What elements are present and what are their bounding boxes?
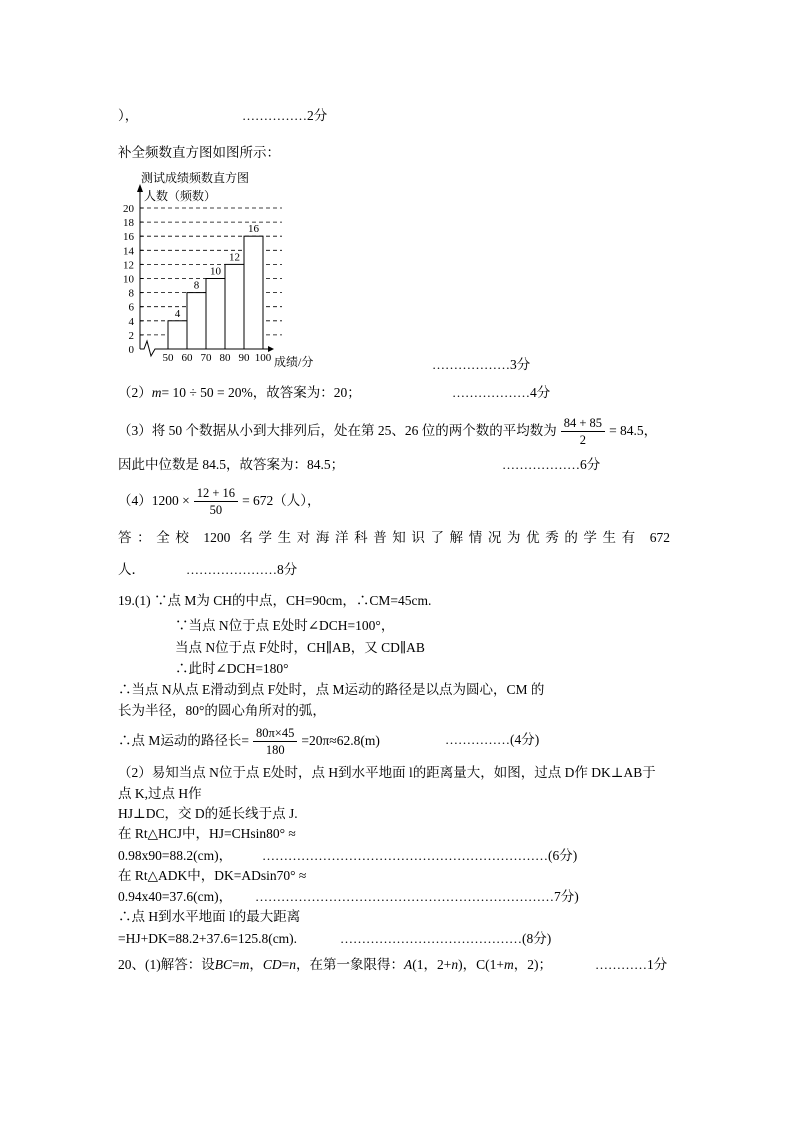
score-label: 8分	[277, 562, 298, 577]
bar-value-label: 8	[193, 279, 200, 292]
dot-leader: ……………………………………………………………	[255, 889, 554, 904]
q19-line-5	[118, 681, 544, 699]
q19-arc-length-line	[118, 725, 380, 757]
continuation-text: ），	[118, 108, 139, 123]
variable-m: m	[504, 957, 514, 972]
histogram-intro-text: 补全频数直方图如图所示：	[118, 145, 280, 160]
bar-80-90	[225, 264, 244, 349]
score-label: 2分	[307, 108, 328, 123]
x-tick-label: 70	[200, 352, 212, 364]
q19-line-3	[175, 639, 425, 657]
q19-text: ∴此时∠DCH=180°	[175, 661, 289, 676]
q18-median-line	[118, 456, 344, 474]
x-tick-label: 90	[238, 352, 250, 364]
q20-line-1	[118, 956, 552, 974]
ratio-fraction	[194, 486, 238, 517]
score-label: (4分)	[510, 732, 540, 747]
q19-text: HJ⊥DC，交 D的延长线于点 J.	[118, 806, 298, 821]
dot-leader: …………………	[186, 562, 277, 577]
score-marker-q19-8	[340, 930, 551, 948]
score-marker-2	[242, 107, 327, 125]
variable-n: n	[451, 957, 459, 972]
q20-text: ，在第一象限得：	[296, 957, 405, 972]
arc-length-fraction	[253, 726, 297, 757]
bar-70-80	[206, 279, 225, 350]
frequency-histogram	[115, 168, 330, 373]
score-marker-q19-4	[445, 731, 539, 749]
q19-text: 0.98x90=88.2(cm)，	[118, 848, 233, 863]
q19-line-15	[118, 908, 300, 926]
dot-leader: …………	[595, 957, 647, 972]
y-tick-label: 6	[128, 301, 134, 314]
x-tick-label: 80	[219, 352, 231, 364]
q19-text: ∴点 H到水平地面 l的最大距离	[118, 909, 301, 924]
histogram-intro-line	[118, 144, 280, 162]
y-tick-label: 16	[123, 231, 134, 244]
q19-line-8	[118, 764, 656, 782]
arc-length-result: =20π≈62.8(m)	[301, 733, 380, 748]
x-axis-label: 成绩/分	[274, 355, 314, 369]
part4-text: （4）1200 ×	[118, 493, 190, 508]
score-marker-3	[432, 356, 530, 374]
q19-line-12	[118, 847, 232, 865]
segment-bc: BC	[214, 957, 233, 972]
y-tick-label: 14	[123, 245, 134, 258]
y-tick-label: 18	[123, 217, 134, 230]
segment-cd: CD	[262, 957, 282, 972]
dot-leader: ………………	[502, 457, 580, 472]
score-label: 7分)	[554, 889, 579, 904]
score-marker-q19-6	[262, 847, 577, 865]
y-tick-label: 4	[128, 315, 134, 328]
score-label: (8分)	[522, 931, 552, 946]
answer-line-end	[118, 561, 145, 579]
x-tick-label: 60	[181, 352, 193, 364]
score-label: 3分	[510, 357, 531, 372]
fraction-denominator: 180	[265, 742, 285, 757]
dot-leader: ……………………………………	[340, 931, 522, 946]
q19-line-14	[118, 888, 232, 906]
y-axis-arrow	[137, 184, 143, 192]
y-tick-label: 12	[123, 259, 134, 272]
bar-value-label: 4	[174, 307, 181, 320]
q19-text: 长为半径，80°的圆心角所对的弧，	[118, 703, 326, 718]
bar-value-label: 12	[229, 251, 240, 264]
answer-unit: 人．	[118, 562, 145, 577]
q19-text: 0.94x40=37.6(cm)，	[118, 889, 233, 904]
score-label: 4分	[530, 385, 551, 400]
score-label: (6分)	[548, 848, 578, 863]
y-tick-label: 10	[123, 273, 134, 286]
q19-line-10	[118, 805, 298, 823]
y-tick-label: 2	[128, 329, 134, 342]
fraction-numerator: 80π×45	[253, 726, 297, 742]
average-fraction	[561, 416, 605, 447]
q19-line-2	[175, 617, 394, 635]
q19-line-13	[118, 867, 306, 885]
fraction-denominator: 50	[209, 502, 223, 517]
variable-n: n	[289, 957, 297, 972]
variable-m: m	[239, 957, 250, 972]
bar-value-label: 16	[248, 223, 259, 236]
q20-text: ，	[249, 957, 263, 972]
fraction-numerator: 84 + 85	[561, 416, 605, 432]
q19-text: 19.(1) ∵点 M为 CH的中点，CH=90cm，∴CM=45cm.	[118, 593, 432, 608]
fraction-numerator: 12 + 16	[194, 486, 238, 502]
q20-text: )，C(1+	[458, 957, 504, 972]
q19-line-4	[175, 660, 289, 678]
score-label: 6分	[580, 457, 601, 472]
bar-90-100	[244, 236, 263, 349]
fraction-denominator: 2	[579, 432, 587, 447]
q18-part2-line	[118, 384, 361, 402]
x-tick-label: 50	[162, 352, 174, 364]
q19-line-16	[118, 930, 297, 948]
dot-leader: ………………	[432, 357, 510, 372]
y-tick-label: 8	[128, 287, 134, 300]
q19-text: （2）易知当点 N位于点 E处时，点 H到水平地面 l的距离量大，如图，过点 D作 DK⊥AB于	[118, 765, 656, 780]
q19-line-11	[118, 825, 296, 843]
arc-length-label: ∴点 M运动的路径长=	[118, 733, 249, 748]
answer-line: 答：全校 1200 名学生对海洋科普知识了解情况为优秀的学生有 672	[118, 530, 670, 545]
part3-result: = 84.5，	[609, 423, 658, 438]
q19-text: 在 Rt△HCJ中，HJ=CHsin80° ≈	[118, 826, 296, 841]
score-marker-6	[502, 456, 600, 474]
q20-text: 20、(1)解答：设	[118, 957, 215, 972]
dot-leader: ……………	[445, 732, 510, 747]
q18-part3-line	[118, 415, 657, 447]
q19-line-1	[118, 592, 431, 610]
point-a: A	[404, 957, 413, 972]
q19-text: 在 Rt△ADK中，DK=ADsin70° ≈	[118, 868, 307, 883]
score-marker-q19-7	[255, 888, 579, 906]
part3-text: （3）将 50 个数据从小到大排列后，处在第 25、26 位的两个数的平均数为	[118, 423, 557, 438]
median-text: 因此中位数是 84.5，故答案为：84.5；	[118, 457, 345, 472]
dot-leader: ………………	[452, 385, 530, 400]
q19-line-9	[118, 785, 202, 803]
y-axis-label: 人数（频数）	[144, 189, 217, 203]
q20-text: ，2)；	[513, 957, 552, 972]
y-tick-label: 20	[123, 203, 134, 215]
score-marker-4	[452, 384, 550, 402]
y-tick-label: 0	[128, 344, 134, 356]
dot-leader: …………………………………………………………	[262, 848, 548, 863]
part-label: （2）	[118, 385, 152, 400]
score-marker-8	[186, 561, 297, 579]
q19-text: =HJ+DK=88.2+37.6=125.8(cm).	[118, 931, 298, 946]
bar-60-70	[187, 293, 206, 349]
q18-part4-line	[118, 485, 321, 517]
dot-leader: ……………	[242, 108, 307, 123]
q18-continuation-line	[118, 107, 138, 125]
q19-text: 当点 N位于点 F处时，CH∥AB，又 CD∥AB	[175, 640, 425, 655]
q19-text: 点 K,过点 H作	[118, 786, 202, 801]
score-marker-q20-1	[595, 956, 667, 974]
score-label: 1分	[647, 957, 668, 972]
part4-result: = 672（人），	[242, 493, 321, 508]
bar-value-label: 10	[210, 265, 221, 278]
q19-line-6	[118, 702, 326, 720]
variable-m: m	[151, 385, 162, 400]
x-tick-label: 100	[254, 352, 272, 364]
q19-text: ∴当点 N从点 E滑动到点 F处时，点 M运动的路径是以点为圆心，CM 的	[118, 682, 545, 697]
q20-text: =	[232, 957, 240, 972]
bar-50-60	[168, 321, 187, 349]
q19-text: ∵当点 N位于点 E处时∠DCH=100°，	[175, 618, 395, 633]
q20-text: (1，2+	[412, 957, 452, 972]
q20-text: =	[281, 957, 290, 972]
part2-equation: = 10 ÷ 50 = 20%，故答案为：20；	[161, 385, 361, 400]
chart-title: 测试成绩频数直方图	[141, 171, 250, 185]
